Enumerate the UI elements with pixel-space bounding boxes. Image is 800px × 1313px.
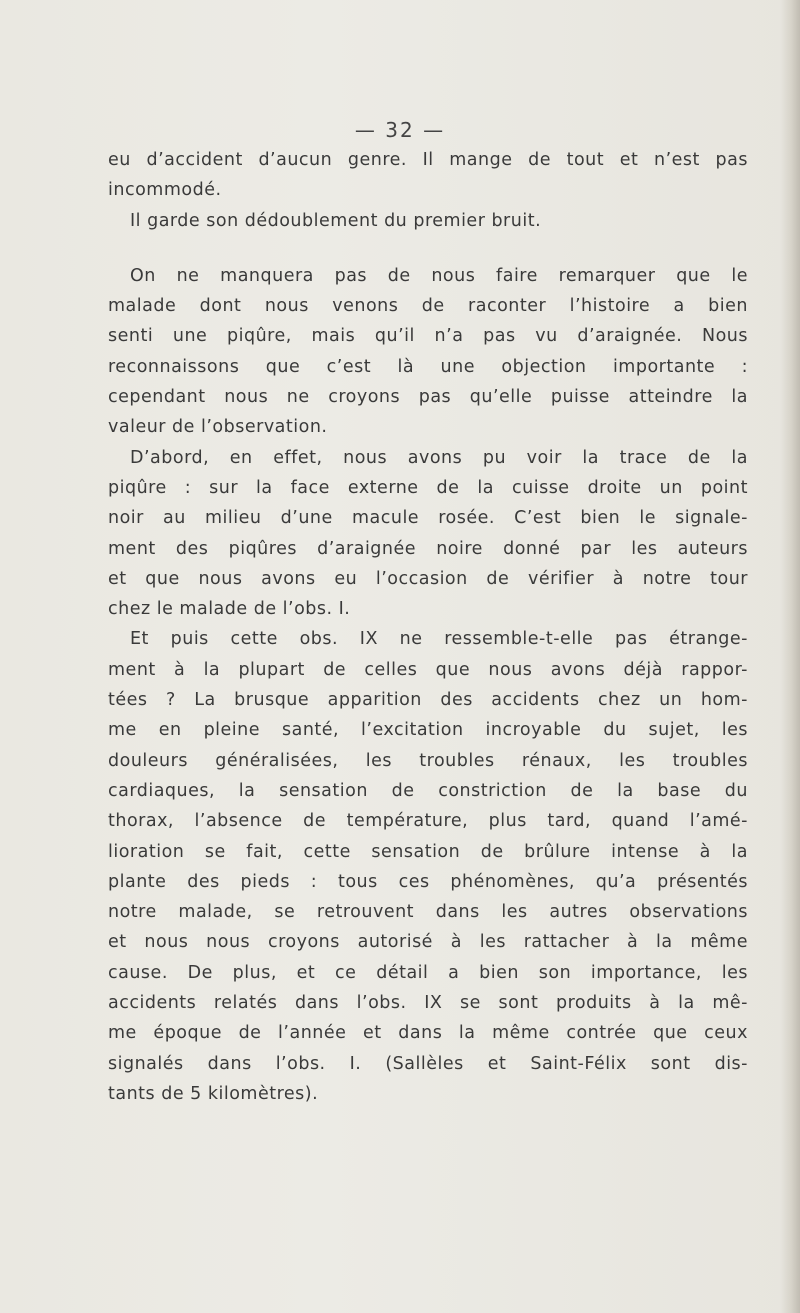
section-gap	[108, 236, 748, 261]
text-line: signalés dans l’obs. I. (Sallèles et Saint-Félix sont dis-	[108, 1053, 748, 1074]
text-line: Il garde son dédoublement du premier bruit.	[130, 210, 542, 231]
paragraph	[108, 261, 748, 443]
text-line: et que nous avons eu l’occasion de vérifier à notre tour	[108, 568, 748, 589]
text-line: lioration se fait, cette sensation de brûlure intense à la	[108, 841, 748, 862]
text-line: plante des pieds : tous ces phénomènes, qu’a présentés	[108, 871, 748, 892]
text-line: On ne manquera pas de nous faire remarquer que le	[130, 265, 748, 286]
text-line: tants de 5 kilomètres).	[108, 1083, 319, 1104]
text-line: incommodé.	[108, 180, 222, 201]
text-line: cependant nous ne croyons pas qu’elle puisse atteindre la	[108, 387, 748, 408]
text-line: reconnaissons que c’est là une objection importante :	[108, 356, 748, 377]
paragraph	[108, 206, 748, 236]
text-line: accidents relatés dans l’obs. IX se sont produits à la mê-	[108, 993, 748, 1014]
text-line: thorax, l’absence de température, plus tard, quand l’amé-	[108, 811, 748, 832]
text-line: ment des piqûres d’araignée noire donné par les auteurs	[108, 538, 748, 559]
page-number: — 32 —	[354, 118, 446, 142]
paragraph	[108, 443, 748, 625]
text-line: malade dont nous venons de raconter l’histoire a bien	[108, 296, 748, 317]
text-line: et nous nous croyons autorisé à les rattacher à la même	[108, 932, 748, 953]
paragraph	[108, 145, 748, 206]
text-line: me en pleine santé, l’excitation incroyable du sujet, les	[108, 720, 748, 741]
page-edge-shadow	[780, 0, 800, 1313]
text-line: Et puis cette obs. IX ne ressemble-t-elle pas étrange-	[130, 629, 748, 650]
text-line: me époque de l’année et dans la même contrée que ceux	[108, 1023, 748, 1044]
text-line: ment à la plupart de celles que nous avons déjà rappor-	[108, 659, 748, 680]
text-line: D’abord, en effet, nous avons pu voir la trace de la	[130, 447, 748, 468]
text-line: notre malade, se retrouvent dans les autres observations	[108, 902, 748, 923]
text-line: tées ? La brusque apparition des accidents chez un hom-	[108, 690, 748, 711]
text-line: chez le malade de l’obs. I.	[108, 599, 351, 620]
text-line: eu d’accident d’aucun genre. Il mange de tout et n’est pas	[108, 150, 748, 170]
text-line: cause. De plus, et ce détail a bien son importance, les	[108, 962, 748, 983]
text-line: noir au milieu d’une macule rosée. C’est bien le signale-	[108, 508, 748, 529]
text-line: douleurs généralisées, les troubles rénaux, les troubles	[108, 750, 748, 771]
text-line: piqûre : sur la face externe de la cuisse droite un point	[108, 477, 748, 498]
text-line: cardiaques, la sensation de constriction de la base du	[108, 780, 748, 801]
body-text	[108, 145, 748, 1109]
text-line: senti une piqûre, mais qu’il n’a pas vu d’araignée. Nous	[108, 326, 748, 347]
paragraph	[108, 624, 748, 1109]
text-line: valeur de l’observation.	[108, 417, 328, 438]
